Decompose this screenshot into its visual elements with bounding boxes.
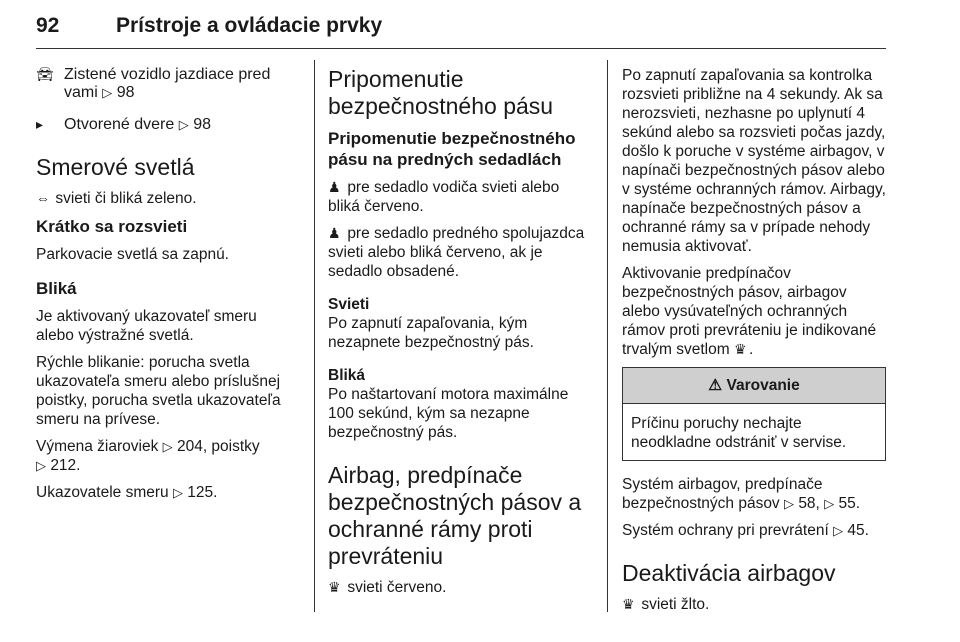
turn-signals-line: ⇔ svieti či bliká zeleno.	[36, 190, 197, 207]
column-2	[328, 66, 594, 605]
column-3	[622, 66, 886, 622]
seatbelt-driver-icon: ♟	[328, 179, 341, 195]
page-number: 92	[36, 14, 60, 37]
car-ahead-item	[36, 66, 294, 102]
airbag-off-icon: ♛	[622, 596, 635, 612]
flashing-section	[328, 366, 594, 442]
lit-label: Svieti	[328, 296, 370, 313]
airbag-icon: ♛	[733, 341, 747, 357]
front-seat-reminder-subheading: Pripomenutie bezpečnostného pásu na predných sedadlách	[328, 129, 576, 169]
cross-ref-icon[interactable]: ▷	[178, 117, 189, 132]
cross-ref-icon[interactable]: ▷	[833, 523, 844, 538]
cross-ref-icon[interactable]: ▷	[36, 458, 46, 473]
door-open-item	[36, 116, 294, 134]
turn-signals-heading: Smerové svetlá	[36, 154, 195, 180]
passenger-seat-text: ♟ pre sedadlo predného spolujazdca svieti alebo bliká červeno, ak je sedadlo obsadené.	[328, 225, 585, 280]
car-ahead-text: Zistené vozidlo jazdiace pred vami	[64, 66, 271, 101]
airbag-system-ref: Systém airbagov, predpínače bezpečnostných pásov ▷ 58, ▷ 55.	[622, 476, 861, 512]
airbag-deactivation-heading: Deaktivácia airbagov	[622, 560, 836, 586]
car-icon: 🚘︎	[36, 66, 54, 82]
lit-text: Po zapnutí zapaľovania, kým nezapnete bezpečnostný pás.	[328, 315, 534, 351]
column-divider	[607, 60, 608, 612]
car-ahead-ref[interactable]: 98	[116, 84, 135, 101]
activation-paragraph: Aktivovanie predpínačov bezpečnostných pásov, airbagov alebo vysúvateľných ochranných rámov proti prevráteniu je indikované trvalým svetlom ♛ .	[622, 265, 877, 358]
short-lit-heading: Krátko sa rozsvieti	[36, 217, 188, 236]
cross-ref-icon[interactable]: ▷	[102, 85, 113, 100]
warning-box	[622, 367, 886, 461]
flashing-text: Po naštartovaní motora maximálne 100 sekúnd, kým sa nezapne bezpečnostný pás.	[328, 386, 569, 441]
airbag-line: ♛ svieti červeno.	[328, 579, 447, 596]
seatbelt-reminder-heading: Pripomenutie bezpečnostného pásu	[328, 66, 554, 119]
airbag-icon: ♛	[328, 579, 341, 595]
airbag-heading: Airbag, predpínače bezpečnostných pásov a ochranné rámy proti prevráteniu	[328, 462, 582, 569]
running-title: Prístroje a ovládacie prvky	[116, 14, 383, 37]
cross-ref-icon[interactable]: ▷	[172, 485, 183, 500]
warning-header	[623, 368, 885, 404]
fast-blinking-text: Rýchle blikanie: porucha svetla ukazovateľa smeru alebo príslušnej poistky, porucha svetla ukazovateľa smeru na prívese.	[36, 354, 281, 428]
column-divider	[314, 60, 315, 612]
seatbelt-passenger-icon: ♟	[328, 225, 341, 241]
airbag-check-paragraph: Po zapnutí zapaľovania sa kontrolka rozsvieti približne na 4 sekundy. Ak sa nerozsvieti, nezhasne po uplynutí 4 sekúnd alebo sa rozsvieti počas jazdy, došlo k poruche v systéme airbagov, v napínači bezpečnostných pásov alebo v systéme ochranných rámov. Airbagy, napínače bezpečnostných pásov a ochranné rámy sa v prípade nehody nemusia aktivovať.	[622, 67, 886, 255]
turn-signal-icon: ⇔	[36, 190, 50, 206]
airbag-deactivation-line: ♛ svieti žlto.	[622, 596, 710, 613]
cross-ref-icon[interactable]: ▷	[784, 496, 794, 511]
short-lit-text: Parkovacie svetlá sa zapnú.	[36, 246, 229, 263]
blinking-text: Je aktivovaný ukazovateľ smeru alebo výstražné svetlá.	[36, 308, 257, 344]
warning-triangle-icon: ⚠	[708, 377, 723, 394]
cross-ref-icon[interactable]: ▷	[162, 439, 173, 454]
open-door-icon: ▸	[36, 116, 44, 132]
driver-seat-text: ♟ pre sedadlo vodiča svieti alebo bliká červeno.	[328, 179, 560, 215]
column-1	[36, 66, 294, 510]
door-open-ref[interactable]: 98	[193, 116, 211, 133]
lit-section	[328, 295, 594, 352]
flashing-label: Bliká	[328, 367, 366, 384]
warning-text: Príčinu poruchy nechajte neodkladne odstrániť v servise.	[631, 415, 847, 451]
cross-ref-icon[interactable]: ▷	[824, 496, 835, 511]
door-open-text: Otvorené dvere	[64, 116, 175, 133]
page-header	[36, 8, 886, 49]
turn-indicators-text: Ukazovatele smeru ▷ 125.	[36, 484, 218, 501]
bulb-replacement-text: Výmena žiaroviek ▷ 204, poistky ▷ 212.	[36, 438, 260, 474]
rollover-system-ref: Systém ochrany pri prevrátení ▷ 45.	[622, 522, 869, 539]
warning-title: Varovanie	[726, 377, 800, 394]
blinking-heading: Bliká	[36, 279, 77, 298]
